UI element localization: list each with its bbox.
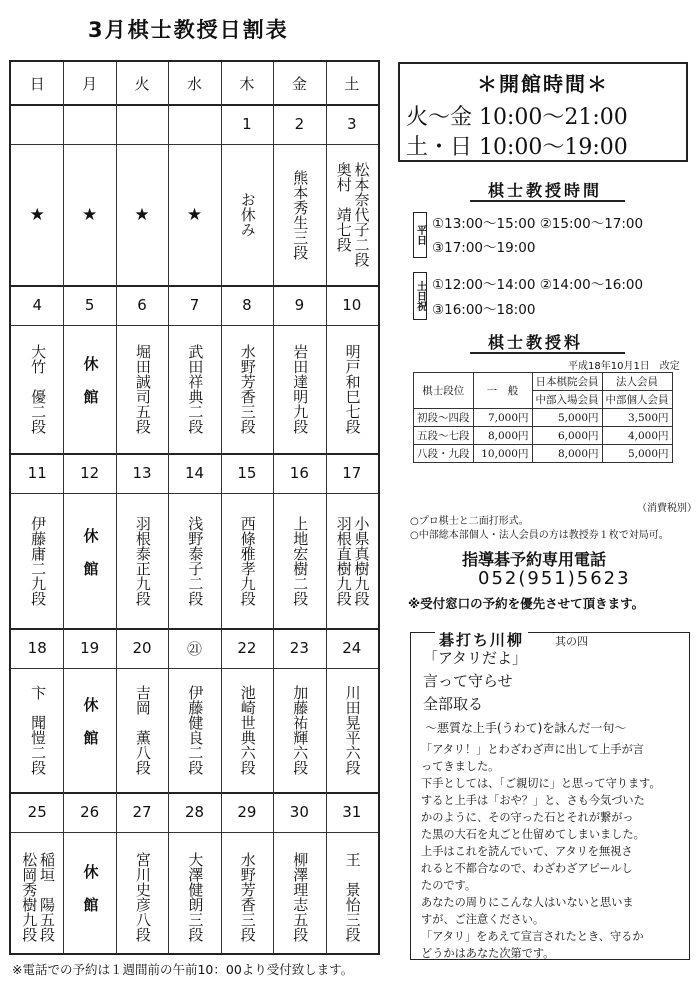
fee-cell: 4,000円: [602, 427, 672, 445]
teacher-cell: 浅野泰子二段: [186, 515, 205, 606]
opening-hours-box: [398, 62, 688, 162]
body-line: 上手はこれを読んでいて、アタリを無視さ: [421, 845, 633, 858]
date-cell: [168, 104, 220, 144]
date-cell: [11, 104, 63, 144]
fee-cell: 3,500円: [602, 409, 672, 427]
fee-header-corporate: 法人会員: [602, 373, 672, 391]
date-cell: 12: [80, 464, 100, 482]
date-cell: 10: [342, 296, 362, 314]
date-cell: 31: [342, 803, 362, 821]
senryu-verse: [423, 647, 527, 716]
date-cell: 26: [80, 803, 100, 821]
teacher-cell: 伊藤庸二九段: [29, 515, 48, 606]
date-cell: 30: [289, 803, 309, 821]
weekday-header: 金: [291, 74, 307, 93]
phone-title: 指導碁予約専用電話: [462, 550, 607, 569]
teacher-cell: 稲垣 陽五段 松岡秀樹九段: [20, 852, 56, 942]
grid-line: [221, 62, 222, 953]
weekday-times-line-1: ①13:00～15:00 ②15:00～17:00: [432, 216, 644, 232]
teacher-cell: 卞 聞愷二段: [29, 685, 48, 775]
teacher-cell: 水野芳香三段: [238, 344, 257, 434]
teacher-cell: 羽根泰正九段: [133, 515, 152, 606]
senryu-title: 碁打ち川柳: [435, 629, 528, 650]
teacher-cell: 川田晃平六段: [343, 685, 362, 775]
phone-number: 052(951)5623: [478, 568, 631, 589]
fee-cell: 8,000円: [473, 427, 532, 445]
teacher-cell: 水野芳香三段: [238, 852, 257, 942]
body-line: 「アタリ」をあえて宣言されたとき、守るか: [421, 930, 644, 943]
fee-cell: 8,000円: [532, 445, 602, 463]
teacher-cell: 上地宏樹二段: [291, 515, 310, 606]
weekday-header: 木: [239, 74, 255, 93]
star-mark: ★: [186, 204, 203, 225]
fee-row: [414, 445, 673, 463]
page-title: 3月棋士教授日割表: [88, 18, 289, 42]
fee-header-general: 一 般: [473, 373, 532, 409]
fees-note-2: ○中部総本部個人・法人会員の方は教授券１枚で対局可。: [410, 530, 669, 541]
phone-note: ※受付窓口の予約を優先させて頂きます。: [408, 596, 645, 611]
date-cell: 17: [342, 464, 362, 482]
teacher-cell: 武田祥典二段: [186, 344, 205, 434]
grid-line: [63, 62, 64, 953]
grid-line: [168, 62, 169, 953]
date-cell: 19: [80, 639, 100, 657]
closed-cell: 休館: [81, 527, 100, 594]
date-cell: [116, 104, 168, 144]
holiday-times-line-2: ③16:00～18:00: [432, 302, 536, 318]
opening-hours-weekday: 火～金 10:00～21:00: [406, 105, 628, 130]
date-cell: 1: [242, 115, 252, 133]
closed-cell: 休館: [81, 356, 100, 422]
fee-cell: 初段～四段: [414, 409, 474, 427]
weekday-header: 火: [134, 74, 150, 93]
teacher-cell: 池崎世典六段: [238, 685, 257, 775]
grid-line: [273, 62, 274, 953]
body-line: どうかはあなた次第です。: [421, 947, 555, 960]
weekday-header: 月: [82, 74, 98, 93]
fee-row: [414, 409, 673, 427]
date-cell: 22: [237, 639, 257, 657]
date-cell: 9: [294, 296, 305, 314]
schedule-calendar: [9, 60, 380, 955]
date-cell: 28: [184, 803, 205, 821]
fee-header-nihonkiin: 日本棋院会員: [532, 373, 602, 391]
fee-cell: 五段～七段: [414, 427, 474, 445]
weekday-header: 土: [344, 74, 360, 93]
date-cell: 20: [132, 639, 152, 657]
fee-cell: 6,000円: [532, 427, 602, 445]
date-cell: 13: [132, 464, 152, 482]
fee-header-chubu-entry: 中部入場会員: [532, 391, 602, 409]
weekday-header: 水: [186, 74, 202, 93]
weekday-label: 平日: [413, 212, 427, 258]
holiday-label: 土日祝: [413, 272, 427, 320]
date-cell: 4: [32, 296, 42, 314]
body-line: 下手としては、「ご親切に」と思って守ります。: [421, 777, 661, 790]
teacher-cell: 岩田達明九段: [291, 344, 310, 434]
teacher-cell: 明戸和巳七段: [343, 344, 362, 434]
verse-line: 言って守らせ: [423, 672, 513, 690]
date-cell: 18: [27, 639, 47, 657]
star-mark: ★: [82, 204, 98, 225]
fees-title: 棋士教授料: [488, 333, 584, 352]
teacher-cell: 大澤健朗三段: [186, 852, 205, 942]
date-cell: 7: [189, 296, 200, 314]
verse-line: 「アタリだよ」: [423, 649, 527, 667]
reservation-footnote: ※電話での予約は１週間前の午前10：00より受付致します。: [12, 962, 354, 977]
date-cell: 15: [237, 464, 257, 482]
teacher-cell: 小県真樹九段 羽根直樹九段: [334, 515, 371, 606]
holiday-times-line-1: ①12:00～14:00 ②14:00～16:00: [432, 277, 644, 293]
senryu-body: [421, 741, 661, 962]
date-cell: 14: [184, 464, 205, 482]
closed-cell: 休館: [81, 864, 100, 930]
teacher-cell: 加藤祐輝六段: [291, 685, 310, 775]
lesson-times-underline: [470, 200, 625, 202]
body-line: あなたの周りにこんな人はいないと思いま: [421, 896, 634, 909]
date-cell: 11: [27, 464, 47, 482]
date-cell: 24: [342, 639, 362, 657]
date-cell: 2: [294, 115, 305, 133]
fees-note-1: ○プロ棋士と二面打形式。: [410, 516, 529, 527]
fee-cell: 5,000円: [602, 445, 672, 463]
lesson-times-title: 棋士教授時間: [488, 181, 603, 200]
opening-hours-weekend: 土・日 10:00～19:00: [406, 135, 628, 160]
star-mark: ★: [134, 204, 150, 225]
body-line: すが、ご注意ください。: [421, 913, 545, 926]
fee-header-rank: 棋士段位: [414, 373, 474, 409]
weekday-times-line-2: ③17:00～19:00: [432, 240, 536, 256]
teacher-cell: 宮川史彦八段: [133, 852, 152, 942]
date-cell: 29: [237, 803, 257, 821]
grid-line: [326, 62, 327, 953]
verse-line: 全部取る: [423, 695, 484, 713]
teacher-cell: 大竹 優二段: [29, 344, 48, 434]
teacher-cell: 王 景怡三段: [343, 852, 362, 942]
body-line: 「アタリ！」とわざわざ声に出して上手が言: [421, 743, 644, 756]
body-line: ってきました。: [421, 760, 500, 773]
body-line: すると上手は「おや？」と、さも今気づいた: [421, 794, 645, 807]
teacher-cell: 吉岡 薫八段: [133, 685, 152, 775]
closed-cell: 休館: [81, 697, 100, 763]
teacher-cell: 柳澤理志五段: [291, 852, 310, 942]
date-cell: 25: [27, 803, 47, 821]
fee-cell: 7,000円: [473, 409, 532, 427]
body-line: たのです。: [421, 879, 477, 892]
fees-revised-date: 平成18年10月1日 改定: [568, 361, 680, 372]
teacher-cell: お休み: [238, 192, 257, 237]
fee-cell: 5,000円: [532, 409, 602, 427]
weekday-header: 日: [29, 74, 45, 93]
date-cell: 3: [347, 115, 357, 133]
date-cell: ㉑: [186, 639, 202, 658]
teacher-cell: 熊本秀生三段: [291, 169, 310, 260]
date-cell: 6: [137, 296, 147, 314]
date-cell: 16: [289, 464, 309, 482]
senryu-subtitle: 其の四: [555, 635, 588, 648]
body-line: かのように、その守った石とそれが繋がっ: [421, 811, 634, 824]
fee-cell: 10,000円: [473, 445, 532, 463]
fee-cell: 八段・九段: [414, 445, 474, 463]
star-mark: ★: [29, 204, 45, 225]
fees-tax-note: （消費税別）: [637, 503, 697, 514]
teacher-cell: 堀田誠司五段: [133, 344, 152, 434]
fee-row: [414, 427, 673, 445]
grid-line: [116, 62, 117, 953]
date-cell: 8: [242, 296, 252, 314]
teacher-cell: 伊藤健良二段: [186, 685, 205, 775]
date-cell: 23: [289, 639, 309, 657]
opening-hours-title: ＊開館時間＊: [477, 72, 609, 96]
fee-table: [413, 372, 673, 463]
date-cell: [63, 104, 115, 144]
teacher-cell: 松本奈代子二段 奥村 靖七段: [334, 162, 371, 267]
fee-header-chubu-individual: 中部個人会員: [602, 391, 672, 409]
body-line: た黒の大石を丸ごと仕留めてしまいました。: [421, 828, 645, 841]
fees-underline: [470, 352, 625, 354]
date-cell: 5: [84, 296, 95, 314]
date-cell: 27: [132, 803, 152, 821]
body-line: れると不都合なので、わざわざアピールし: [421, 862, 633, 875]
senryu-caption: ～悪質な上手(うわて)を詠んだ一句～: [425, 721, 627, 735]
senryu-box: [410, 632, 690, 960]
teacher-cell: 西條雅孝九段: [238, 515, 257, 606]
